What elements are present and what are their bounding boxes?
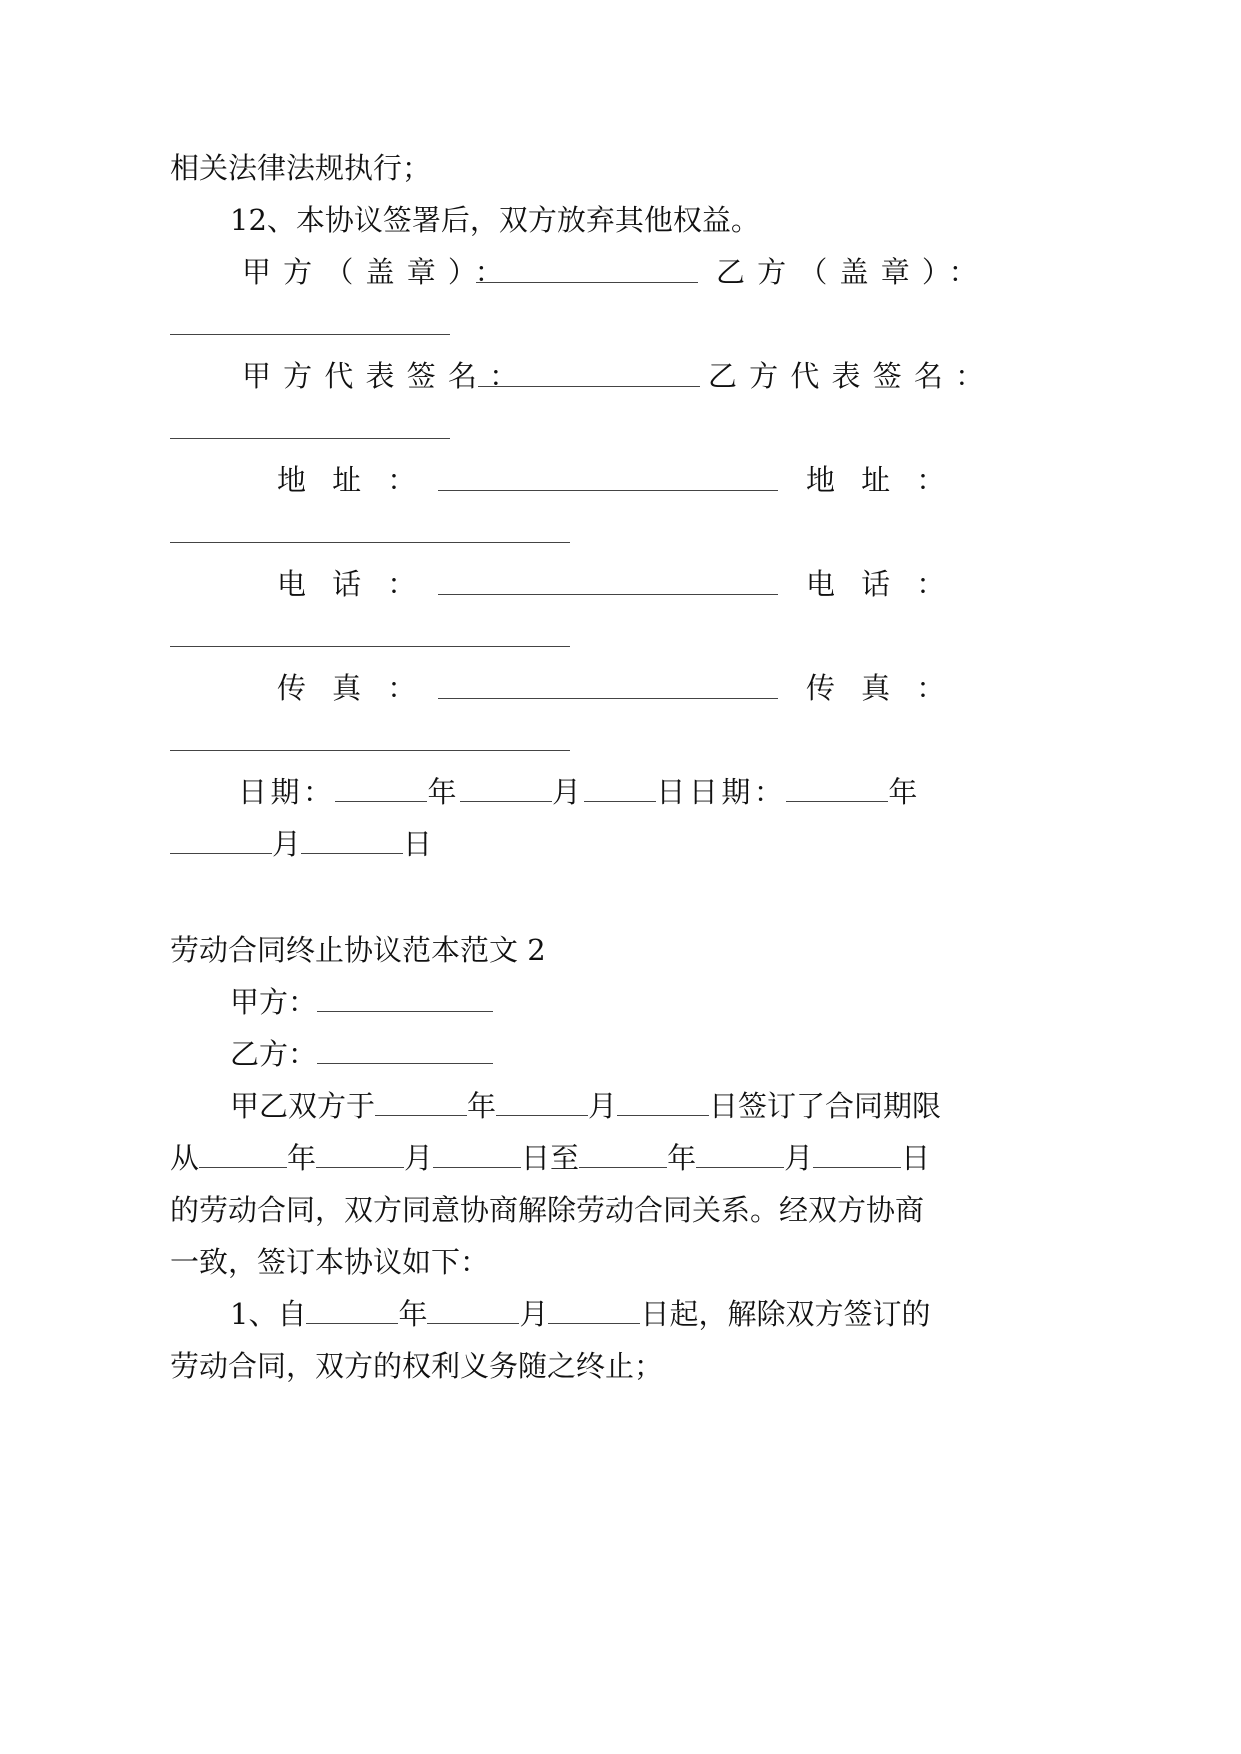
party-b-seal-label: 乙方（盖章）：: [716, 255, 990, 289]
from-year-blank: [199, 1139, 287, 1168]
party-a-rep-blank: [478, 386, 700, 387]
month-label: 月: [404, 1141, 434, 1175]
day-label: 日: [656, 775, 689, 809]
party-b-blank: [317, 1035, 493, 1064]
date-b-day-blank: [301, 825, 403, 854]
date-b-month-blank: [170, 825, 272, 854]
year-label: 年: [398, 1297, 428, 1331]
year-label: 年: [427, 775, 460, 809]
party-a-label: 甲方：: [230, 985, 318, 1019]
sign-month-blank: [496, 1087, 588, 1116]
from-month-blank: [316, 1139, 404, 1168]
sign-year-blank: [375, 1087, 467, 1116]
intro-line-4: 一致，签订本协议如下：: [170, 1245, 490, 1279]
date-a-year-blank: [335, 773, 427, 802]
month-label: 月: [551, 775, 585, 809]
intro-line-3: 的劳动合同，双方同意协商解除劳动合同关系。经双方协商: [170, 1193, 925, 1227]
fax-b-blank: [170, 750, 570, 751]
address-b-blank: [170, 542, 570, 543]
address-a-label: 地址：: [277, 463, 443, 497]
terminate-year-blank: [306, 1295, 398, 1324]
date-a-row: [238, 772, 921, 812]
year-label: 年: [667, 1141, 697, 1175]
date-a-day-blank: [584, 773, 656, 802]
continued-text: 相关法律法规执行；: [170, 151, 432, 185]
terminate-day-blank: [548, 1295, 640, 1324]
intro-signed-text: 日签订了合同期限: [709, 1089, 942, 1123]
date-b-row-cont: [170, 824, 432, 864]
to-year-blank: [579, 1139, 667, 1168]
party-b-rep-label: 乙方代表签名：: [708, 359, 997, 393]
month-label: 月: [272, 827, 302, 861]
party-b-seal-blank: [170, 334, 450, 335]
phone-b-blank: [170, 646, 570, 647]
address-b-label: 地址：: [806, 463, 972, 497]
day-label: 日: [901, 1141, 931, 1175]
month-label: 月: [588, 1089, 618, 1123]
clause-12: 12、本协议签署后，双方放弃其他权益。: [230, 203, 760, 237]
year-label: 年: [467, 1089, 497, 1123]
party-b-label: 乙方：: [230, 1037, 318, 1071]
date-b-year-blank: [786, 773, 888, 802]
sign-day-blank: [617, 1087, 709, 1116]
party-b-rep-blank: [170, 438, 450, 439]
date-b-label: 日期：: [688, 775, 787, 809]
fax-b-label: 传真：: [806, 671, 972, 705]
date-a-label: 日期：: [238, 775, 336, 809]
party-b-row: [230, 1034, 493, 1074]
fax-a-blank: [438, 698, 778, 699]
clause-1-start: 1、自: [230, 1297, 307, 1331]
date-a-month-blank: [460, 773, 552, 802]
month-label: 月: [784, 1141, 814, 1175]
clause-1-mid: 日起，解除双方签订的: [640, 1297, 931, 1331]
address-a-blank: [438, 490, 778, 491]
intro-text: 甲乙双方于: [230, 1089, 376, 1123]
section-title: 劳动合同终止协议范本范文 2: [170, 933, 546, 967]
year-label: 年: [287, 1141, 317, 1175]
phone-a-blank: [438, 594, 778, 595]
fax-a-label: 传真：: [277, 671, 443, 705]
terminate-month-blank: [427, 1295, 519, 1324]
year-label: 年: [888, 775, 921, 809]
party-a-rep-label: 甲方代表签名：: [242, 359, 531, 393]
from-text: 从: [170, 1141, 200, 1175]
clause-1-line-1: [230, 1294, 931, 1334]
to-month-blank: [696, 1139, 784, 1168]
day-label: 日: [403, 827, 433, 861]
phone-a-label: 电话：: [277, 567, 443, 601]
to-text: 日至: [521, 1141, 580, 1175]
party-a-seal-blank: [476, 282, 698, 283]
from-day-blank: [433, 1139, 521, 1168]
to-day-blank: [813, 1139, 901, 1168]
party-a-blank: [317, 983, 493, 1012]
clause-1-line-2: 劳动合同，双方的权利义务随之终止；: [170, 1349, 664, 1383]
party-a-row: [230, 982, 493, 1022]
party-a-seal-label: 甲方（盖章）：: [242, 255, 516, 289]
intro-line-1: [230, 1086, 941, 1126]
intro-line-2: [170, 1138, 930, 1178]
month-label: 月: [519, 1297, 549, 1331]
phone-b-label: 电话：: [806, 567, 972, 601]
